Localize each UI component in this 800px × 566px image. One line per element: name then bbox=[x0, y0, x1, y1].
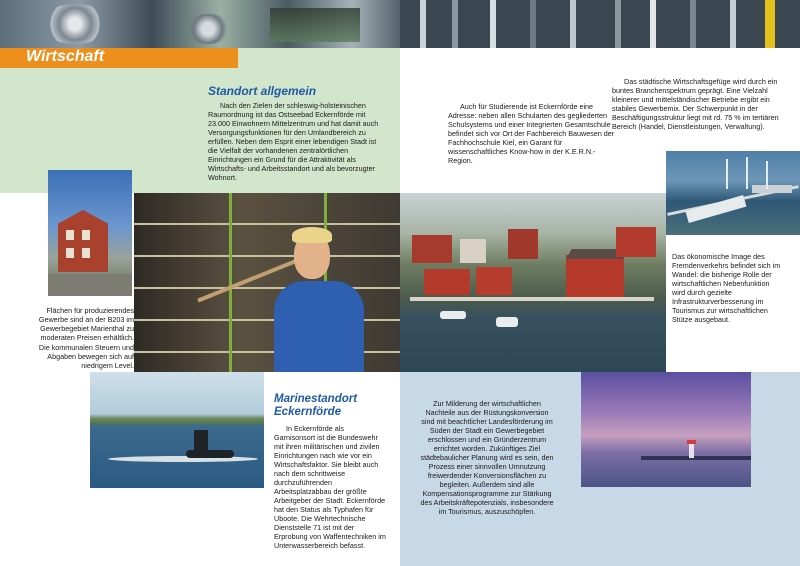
photo-brick-building bbox=[48, 170, 132, 296]
standort-title: Standort allgemein bbox=[208, 84, 317, 98]
photo-harbour bbox=[400, 193, 666, 372]
section-heading: Wirtschaft bbox=[26, 48, 105, 65]
wirtschaftsgefuege-text: Das städtische Wirtschaftsgefüge wird durch ein buntes Branchenspektrum geprägt. Eine Vielzahl kleinerer und mittelständischer Betriebe ergibt ein stabiles Gewerbemix. Der Schwerpunkt in der Beschäftigungsstruktur liegt mit rd. 75 % im tertiären Bereich (Handel, Dienstleistungen, Verwaltung). bbox=[612, 77, 779, 131]
photo-warehouse-worker bbox=[134, 193, 400, 372]
standort-text: Nach den Zielen der schleswig-holsteinischen Raumordnung ist das Ostseebad Eckernförde mit 23.000 Einwohnern Mittelzentrum und hat damit auch Versorgungsfunktionen für den Umlandbereich zu erfüllen. Neben dem Esprit einer lebendigen Stadt ist die Vielfalt der vorhandenen zentralörtlichen Einrichtungen ein Grund für die Attraktivität als Wirtschafts- und Arbeitsstandort und als bevorzugter Wohnort. bbox=[208, 101, 379, 182]
header-photo-pipes bbox=[400, 0, 800, 48]
photo-marina bbox=[666, 151, 800, 235]
marine-title: Marinestandort Eckernförde bbox=[274, 393, 358, 418]
header-photo-machinery bbox=[0, 0, 400, 48]
photo-lighthouse-sunset bbox=[581, 372, 751, 487]
marine-text: In Eckernförde als Garnisonsort ist die Bundeswehr mit ihren militärischen und zivilen Einrichtungen nach wie vor ein Wirtschaftsfaktor. Sie bleibt auch nach dem schrittweise durchzuführenden Arbeitsplatzabbau der größte Arbeitgeber der Stadt. Eckernförde hat den Status als Typhafen für Uboote. Die Wehrtechnische Dienststelle 71 ist mit der Erprobung von Waffentechniken im Unterwasserbereich befasst. bbox=[274, 424, 386, 550]
studierende-text: Auch für Studierende ist Eckernförde eine Adresse: neben allen Schularten des gegliederten Schulsystems und einer Integrierten Gesamtschule befindet sich vor Ort der Fachbereich Bauwesen der Fachhochschule Kiel, ein Garant für wissenschaftliches Know-how in der K.E.R.N.-Region. bbox=[448, 102, 615, 165]
abgaben-text: Die kommunalen Steuern und Abgaben bewegen sich auf niedrigem Level. bbox=[38, 343, 134, 370]
photo-submarine bbox=[90, 372, 264, 488]
fremdenverkehr-text: Das ökonomische Image des Fremdenverkehrs befindet sich im Wandel: die bisherige Rolle der wirtschaftlichen Nebenfunktion wird durch gezielte Infrastrukturverbesserung im Tourismus zur wirtschaftlichen Stütze ausgebaut. bbox=[672, 252, 781, 324]
flaechen-text: Flächen für produzierendes Gewerbe sind an der B203 im Gewerbegebiet Marienthal zu moderaten Preisen erhältlich. bbox=[38, 306, 134, 342]
milderung-text: Zur Milderung der wirtschaftlichen Nachteile aus der Rüstungskonversion sind mit beachtlicher Landesförderung im Süden der Stadt ein Gewerbegebiet erschlossen und ein Gründerzentrum errichtet worden. Zukünftiges Ziel städtebaulicher Planung wird es sein, den Prozess einer sinnvollen Umnutzung freiwerdender Konversionsflächen zu begleiten. Außerdem sind alle Kompensationsprogramme zur Stärkung des Arbeitskräftepotenzials, insbesondere im Tourismus, auszuschöpfen. bbox=[420, 399, 554, 516]
